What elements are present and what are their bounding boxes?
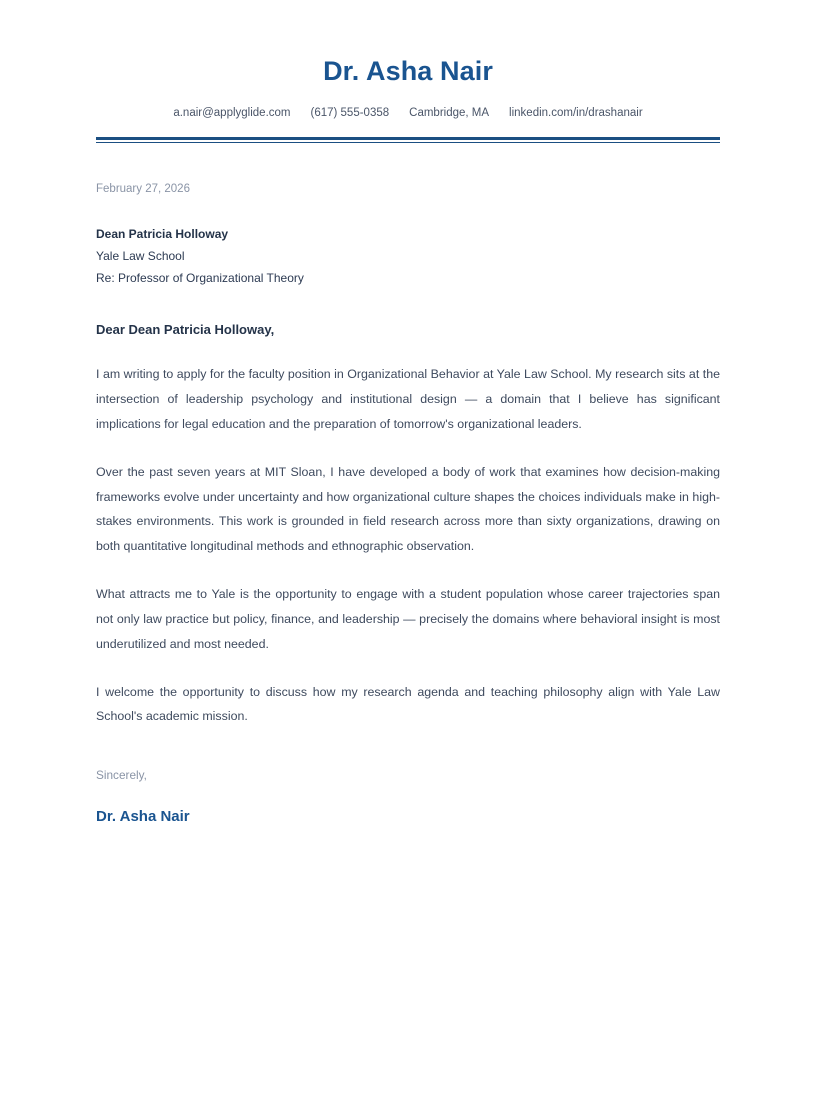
body-paragraph: I welcome the opportunity to discuss how my research agenda and teaching philosophy align with Yale Law School's academic mission. bbox=[96, 684, 720, 724]
contact-linkedin[interactable]: linkedin.com/in/drashanair bbox=[509, 107, 643, 120]
page-title: Dr. Asha Nair bbox=[323, 56, 493, 86]
letter-content bbox=[96, 0, 720, 826]
closing-line: Sincerely, bbox=[96, 768, 147, 783]
signature-name: Dr. Asha Nair bbox=[96, 807, 190, 825]
contact-phone[interactable]: (617) 555-0358 bbox=[310, 107, 390, 120]
letter-header bbox=[96, 56, 720, 143]
body-paragraph: Over the past seven years at MIT Sloan, I have developed a body of work that examines how decision-making frameworks evolve under uncertainty and how organizational culture shapes the choices individuals make in high-stakes environments. This work is grounded in field research across more than sixty organizations, drawing on both quantitative longitudinal methods and ethnographic observation. bbox=[96, 464, 720, 554]
contact-location: Cambridge, MA bbox=[409, 107, 490, 120]
letter-date: February 27, 2026 bbox=[96, 183, 190, 196]
salutation: Dear Dean Patricia Holloway, bbox=[96, 321, 275, 337]
recipient-organization: Yale Law School bbox=[96, 249, 185, 264]
contact-email[interactable]: a.nair@applyglide.com bbox=[173, 107, 291, 120]
subject-line: Re: Professor of Organizational Theory bbox=[96, 271, 304, 286]
recipient-block bbox=[96, 224, 720, 289]
body-paragraph: What attracts me to Yale is the opportunity to engage with a student population whose career trajectories span not only law practice but policy, finance, and leadership — precisely the domains where behavioral insight is most underutilized and most needed. bbox=[96, 587, 720, 651]
contact-line bbox=[96, 105, 720, 121]
header-divider bbox=[96, 137, 720, 143]
recipient-name: Dean Patricia Holloway bbox=[96, 227, 229, 242]
body-paragraph: I am writing to apply for the faculty position in Organizational Behavior at Yale Law School. My research sits at the intersection of leadership psychology and institutional design — a domain that I believe has significant implications for legal education and the preparation of tomorrow's organizational leaders. bbox=[96, 367, 720, 431]
